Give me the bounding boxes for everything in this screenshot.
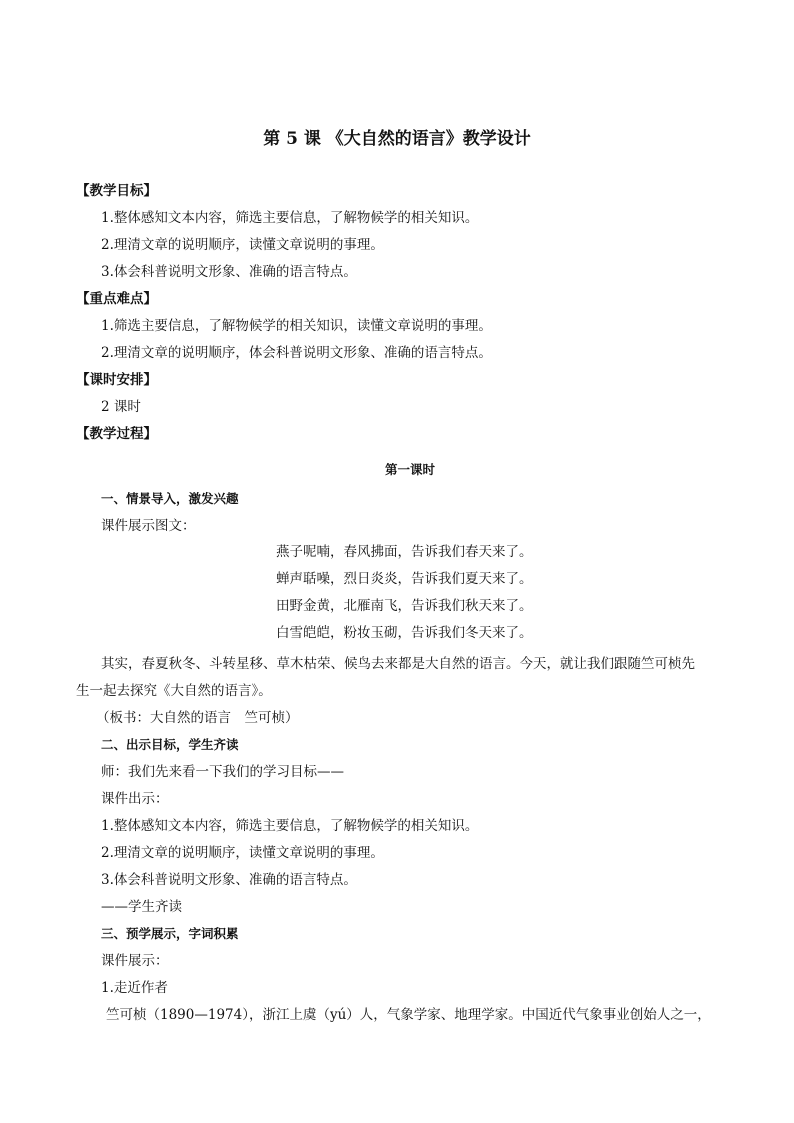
section-heading-goals: 【教学目标】 (76, 183, 157, 199)
section-heading-key-points: 【重点难点】 (76, 291, 157, 307)
section-heading-schedule: 【课时安排】 (76, 372, 157, 388)
poem-line: 白雪皑皑，粉妆玉砌，告诉我们冬天来了。 (276, 625, 533, 641)
body-text: 课件出示： (101, 791, 169, 807)
goal-item: 1.整体感知文本内容，筛选主要信息，了解物候学的相关知识。 (101, 818, 479, 834)
board-note: （板书：大自然的语言 竺可桢） (96, 710, 299, 726)
body-text: 竺可桢（1890—1974），浙江上虞（yú）人，气象学家、地理学家。中国近代气象事业创始人之一， (106, 1007, 711, 1023)
goal-item: 3.体会科普说明文形象、准确的语言特点。 (101, 264, 357, 280)
body-text: ——学生齐读 (101, 899, 182, 915)
page-title: 第 5 课 《大自然的语言》教学设计 (263, 129, 531, 149)
poem-line: 田野金黄，北雁南飞，告诉我们秋天来了。 (276, 598, 533, 614)
step-heading-2: 二、出示目标，学生齐读 (101, 737, 239, 752)
key-point-item: 2.理清文章的说明顺序，体会科普说明文形象、准确的语言特点。 (101, 345, 492, 361)
key-point-item: 1.筛选主要信息，了解物候学的相关知识，读懂文章说明的事理。 (101, 318, 492, 334)
poem-line: 燕子呢喃，春风拂面，告诉我们春天来了。 (276, 544, 533, 560)
body-text: 其实，春夏秋冬、斗转星移、草木枯荣、候鸟去来都是大自然的语言。今天，就让我们跟随竺可桢先 (101, 656, 695, 672)
body-text: 师：我们先来看一下我们的学习目标—— (101, 764, 344, 780)
lesson-heading: 第一课时 (384, 462, 435, 477)
section-heading-process: 【教学过程】 (76, 426, 157, 442)
goal-item: 2.理清文章的说明顺序，读懂文章说明的事理。 (101, 845, 384, 861)
body-text: 课件展示图文： (101, 518, 196, 534)
goal-item: 2.理清文章的说明顺序，读懂文章说明的事理。 (101, 237, 384, 253)
goal-item: 1.整体感知文本内容，筛选主要信息，了解物候学的相关知识。 (101, 210, 479, 226)
schedule-text: 2 课时 (101, 399, 141, 415)
poem-line: 蝉声聒噪，烈日炎炎，告诉我们夏天来了。 (276, 571, 533, 587)
sub-heading: 1.走近作者 (101, 980, 168, 996)
goal-item: 3.体会科普说明文形象、准确的语言特点。 (101, 872, 357, 888)
step-heading-1: 一、情景导入，激发兴趣 (101, 491, 239, 506)
step-heading-3: 三、预学展示，字词积累 (101, 926, 239, 941)
body-text: 课件展示： (101, 953, 169, 969)
body-text: 生一起去探究《大自然的语言》。 (76, 683, 272, 699)
